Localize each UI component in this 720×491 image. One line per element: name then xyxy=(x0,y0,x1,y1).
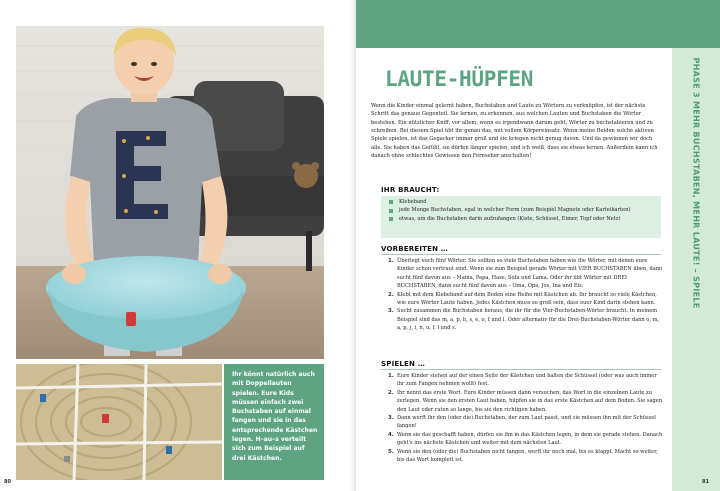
boy-with-bowl-photo xyxy=(16,26,324,359)
side-tab-label: PHASE 3 MEHR BUCHSTABEN, MEHR LAUTE! – SPIELE xyxy=(691,57,701,309)
page-number-left: 80 xyxy=(4,479,11,485)
prep-steps xyxy=(381,257,663,333)
list-item: jede Menge Buchstaben, egal in welcher Form (zum Beispiel Magnete oder Karteikarten) xyxy=(389,206,659,214)
rug-illustration xyxy=(16,364,222,480)
top-color-band xyxy=(356,0,720,48)
list-item: 2. Klebt mit dem Klebeband auf dem Boden eine Reihe mit Kästchen ab. Ihr braucht so viele Kästchen, wie eure Wörter Laute haben. Jedes Kästchen muss so groß sein, dass euer Kind darin stehen kann. xyxy=(388,291,657,307)
list-item: 5. Wenn sie den (oder die) Buchstaben nicht fangen, werft ihr noch mal, bis es klappt. Macht so weiter, bis das Wort komplett ist. xyxy=(388,448,658,464)
intro-paragraph: Wenn die Kinder einmal gelernt haben, Buchstaben und Laute zu Wörtern zu verknüpfen, ist der nächste Schritt das genaue Gegenteil. Sie lernen, zu erkennen, aus welchen Lauten und Buchstaben die Wörter bestehen. Ein nützlicher Kniff, vor allem, wenn es irgendwann darum geht, Wörter zu buchstabieren und zu schreiben. Bei diesem Spiel übt ihr genau das, mit vollem Körpereinsatz. Wenn meine Beiden solche aktiven Spiele spielen, ist das Gegacker immer groß und sie kriegen nicht genug davon. Und da gewinnen wir doch alle. Sie haben das Gefühl, sie dürfen länger spielen, und ich weiß, dass sie etwas lernen. Außerdem kann ich danach ohne schlechtes Gewissen den Fernseher anschalten! xyxy=(371,103,658,160)
list-item: Klebeband xyxy=(389,198,659,206)
prep-heading-rule xyxy=(381,254,661,255)
boy-with-bowl-illustration xyxy=(16,26,324,359)
side-tab-label-wrap xyxy=(672,48,720,318)
play-heading-rule xyxy=(381,369,661,370)
page-number-right: 81 xyxy=(702,479,709,485)
need-heading: IHR BRAUCHT: xyxy=(381,186,440,194)
page-title: LAUTE-HÜPFEN xyxy=(385,67,534,91)
list-item: etwas, um die Buchstaben darin aufzufangen (Kiste, Schüssel, Eimer, Topf oder Netz) xyxy=(389,215,659,223)
play-steps xyxy=(381,372,663,464)
list-item: 1. Eure Kinder stehen auf der einen Seite der Kästchen und halten die Schüssel (oder was auch immer ihr zum Fangen nehmen wollt) fest. xyxy=(388,373,657,388)
prep-heading: VORBEREITEN … xyxy=(381,245,448,253)
list-item: 2. Ihr nennt das erste Wort. Eure Kinder müssen dann versuchen, das Wort in die einzelnen Laute zu zerlegen. Wenn sie den ersten Laut haben, hüpfen sie in das erste Kästchen auf dem Boden. Sie sagen den Laut oder raten so lange, bis sie den richtigen haben. xyxy=(388,389,663,413)
rug-with-tape-grid-photo xyxy=(16,364,222,480)
bullet-square-icon xyxy=(389,209,393,213)
list-item: 3. Dann werft ihr den (oder die) Buchstaben, der zum Laut passt, und sie müssen ihn mit der Schüssel fangen! xyxy=(388,415,656,430)
bullet-square-icon xyxy=(389,200,393,204)
list-item: 4. Wenn sie das geschafft haben, dürfen sie ihn in das Kästchen legen, in dem sie gerade stehen. Danach geht's ins nächste Kästchen und weiter mit dem nächsten Laut. xyxy=(388,431,663,447)
list-item: 1. Überlegt euch fünf Wörter. Sie sollten so viele Buchstaben haben wie die Wörter, mit denen eure Kinder schon vertraut sind. Wenn sie zum Beispiel gerade Wörter mit VIER BUCHSTABEN üben, dann sucht fünf davon aus – Mama, Papa, Hase, Sofa und Lama. Oder ihr übt Wörter mit DREI BUCHSTABEN, dann sucht fünf davon aus – Oma, Opa, Jos, Ina und Eis. xyxy=(388,258,663,290)
bullet-square-icon xyxy=(389,217,393,221)
list-item: 3. Sucht zusammen die Buchstaben heraus, die ihr für die Vier-Buchstaben-Wörter braucht. In meinem Beispiel sind das m, a, p, h, s, e, o, f und l. Oder alternativ für die Drei-Buchstaben-Wörter dann o, m, a, p, j, i, n, u, f, l und s. xyxy=(388,308,660,332)
need-list xyxy=(389,198,659,223)
tip-box-text: Ihr könnt natürlich auch mit Doppellauten spielen. Eure Kids müssen einfach zwei Buchstaben auf einmal fangen und sie in das entsprechende Kästchen legen. H–au–s verteilt sich zum Beispiel auf drei Kästchen. xyxy=(232,371,318,462)
play-heading: SPIELEN … xyxy=(381,360,425,368)
